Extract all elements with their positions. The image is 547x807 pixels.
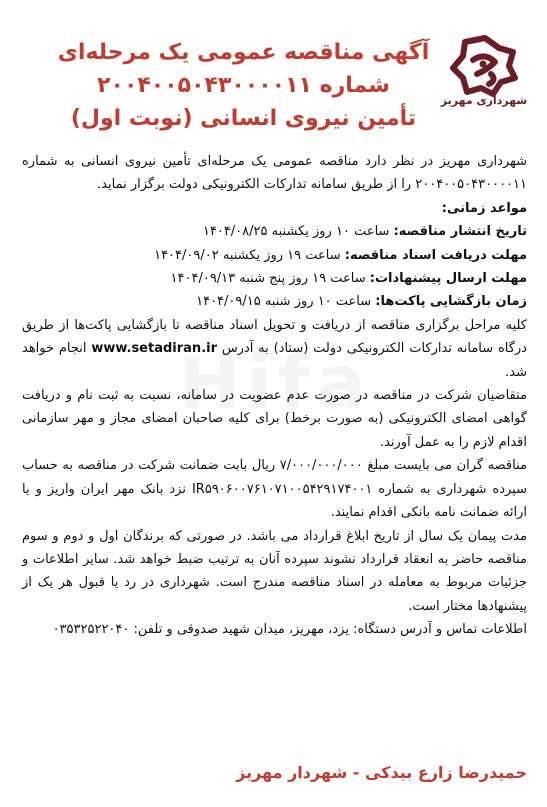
schedule-value: ساعت ۱۹ روز پنج شنبه ۱۴۰۴/۰۹/۱۳ [170, 271, 370, 287]
stages-paragraph [22, 314, 527, 384]
registration-paragraph: متقاضیان شرکت در مناقصه در صورت عدم عضویت در سامانه، نسبت به ثبت نام و دریافت گواهی امضای الکترونیکی (به صورت برخط) برای کلیه صاحبان امضای مجاز و مهر سازمانی اقدام لازم را به عمل آورند. [22, 388, 527, 450]
schedule-value: ساعت ۱۰ روز شنبه ۱۴۰۴/۰۹/۱۵ [196, 294, 376, 310]
contact-paragraph: اطلاعات تماس و آدرس دستگاه: یزد، مهریز، میدان شهید صدوقی و تلفن: ۰۳۵۳۲۵۲۲۰۴۰ [52, 622, 527, 638]
municipality-logo-icon [443, 34, 527, 144]
stages-tail: انجام خواهد شد. [22, 341, 527, 380]
schedule-label: زمان بازگشایی پاکت‌ها: [375, 294, 527, 310]
schedule-heading: مواعد زمانی: [441, 200, 527, 216]
logo-emblem [443, 34, 527, 100]
title-line-1: آگهی مناقصه عمومی یک مرحله‌ای [57, 40, 430, 65]
signature: حمیدرضا زارع بیدکی - شهردار مهریز [236, 763, 527, 782]
setad-url-link[interactable]: www.setadiran.ir [91, 341, 217, 357]
contract-paragraph: مدت پیمان یک سال از تاریخ ابلاغ قرارداد می باشد. در صورتی که برندگان اول و دوم و سوم مناقصه حاضر به انعقاد قرارداد نشوند سپرده آنان به ترتیب ضبط خواهد شد. سایر اطلاعات و جزئیات مربوط به معامله در اسناد مناقصه مندرج است. شهرداری در رد یا قبول هر یک از پیشنهادها مختار است. [22, 528, 527, 614]
schedule-label: مهلت ارسال پیشنهادات: [369, 271, 527, 287]
notice-title [54, 36, 433, 135]
schedule-item-documents [22, 244, 527, 267]
title-line-3: تأمین نیروی انسانی (نوبت اول) [70, 106, 417, 131]
schedule-item-opening [22, 290, 527, 313]
schedule-label: مهلت دریافت اسناد مناقصه: [344, 247, 527, 263]
guarantee-paragraph: مناقصه گران می بایست مبلغ ۷/۰۰۰/۰۰۰/۰۰۰ ریال بابت ضمانت شرکت در مناقصه به حساب سپرده شهرداری به شماره IR۵۹۰۶۰۰۷۶۱۰۷۱۰۰۵۴۲۹۱۷۴۰۰۱ نزد بانک مهر ایران واریز و یا ارائه ضمانت نامه بانکی اقدام نمایند. [22, 458, 527, 521]
notice-body [22, 150, 527, 642]
schedule-value: ساعت ۱۰ روز یکشنبه ۱۴۰۴/۰۸/۲۵ [202, 224, 394, 240]
notice-header [14, 0, 533, 150]
schedule-label: تاریخ انتشار مناقصه: [393, 224, 527, 240]
intro-paragraph: شهرداری مهریز در نظر دارد مناقصه عمومی یک مرحله‌ای تأمین نیروی انسانی به شماره ۲۰۰۴۰۰۵۰۴۳۰۰۰۰۱۱ را از طریق سامانه تدارکات الکترونیکی دولت برگزار نماید. [22, 154, 527, 193]
schedule-item-submission [22, 267, 527, 290]
logo-caption: شهرداری مهریز [440, 94, 528, 107]
stages-text: کلیه مراحل برگزاری مناقصه از دریافت و تحویل اسناد مناقصه تا بازگشایی پاکت‌ها از طریق درگاه سامانه تدارکات الکترونیکی دولت (ستاد) به آدرس [22, 317, 527, 357]
schedule-item-publish [22, 220, 527, 243]
title-line-2: شماره ۲۰۰۴۰۰۵۰۴۳۰۰۰۰۱۱ [97, 73, 390, 98]
schedule-value: ساعت ۱۹ روز یکشنبه ۱۴۰۴/۰۹/۰۲ [154, 247, 345, 263]
